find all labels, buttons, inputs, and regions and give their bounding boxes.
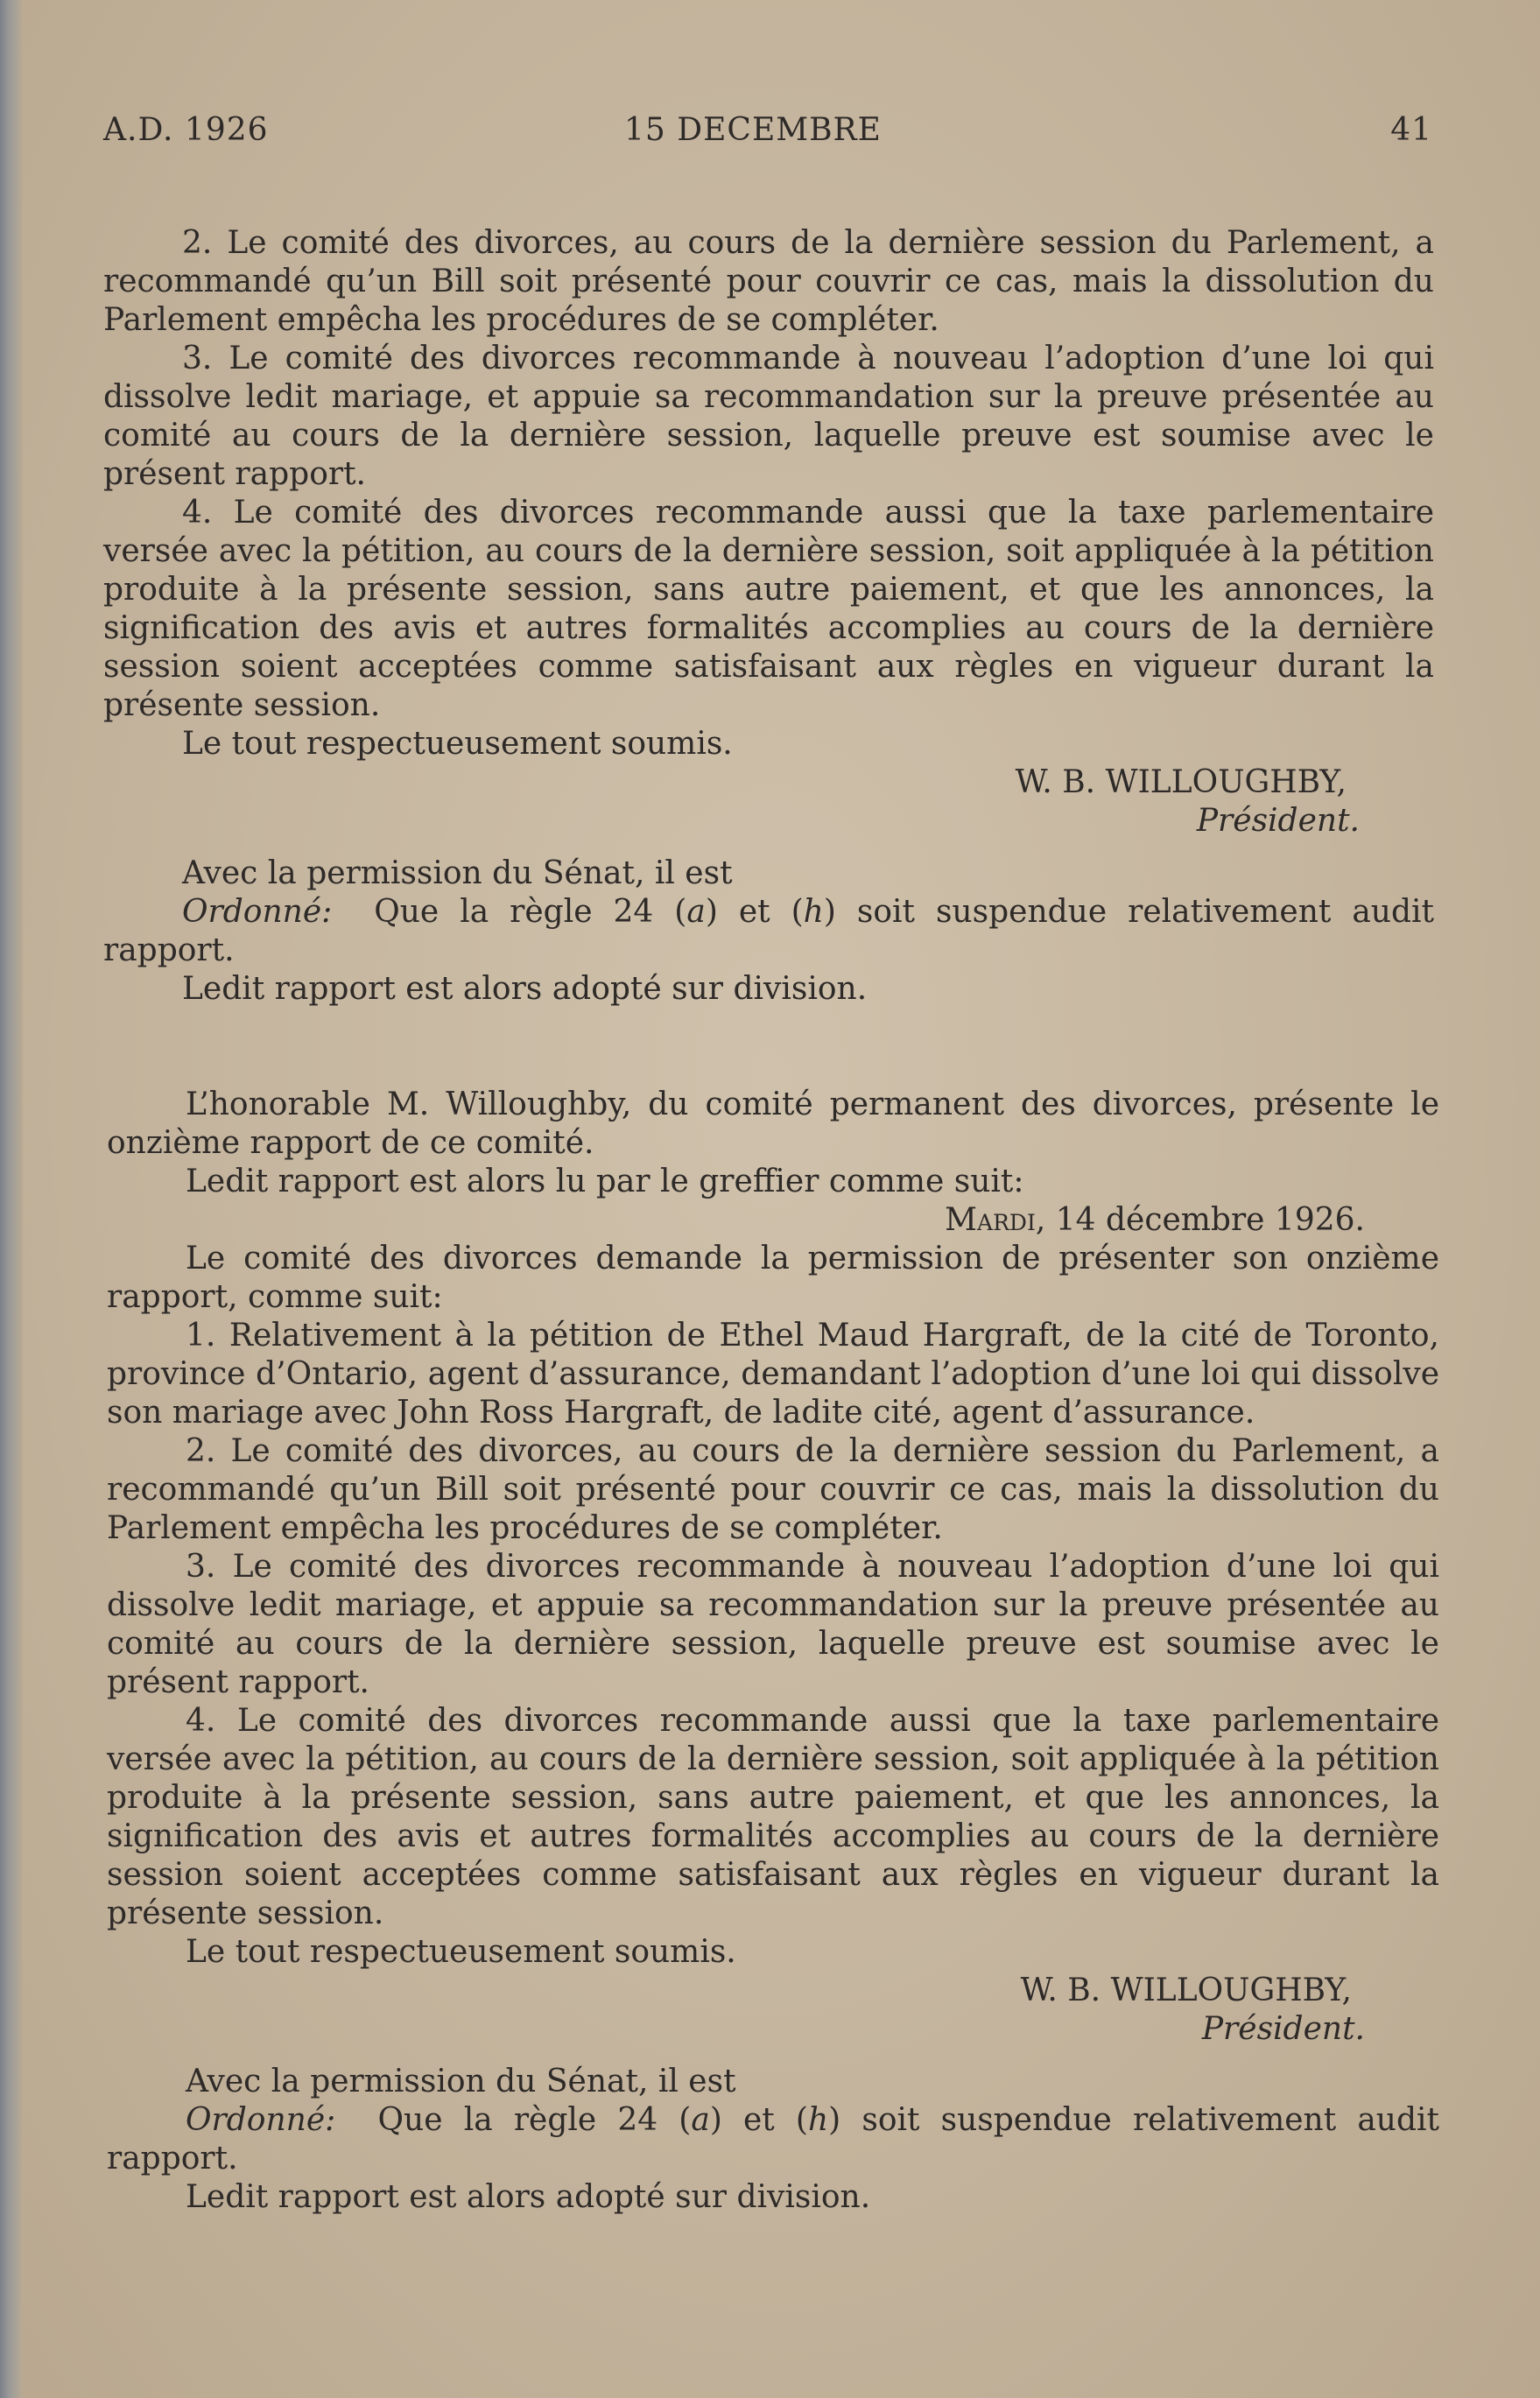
paragraph-4: 4. Le comité des divorces recommande aussi que la taxe parlementaire versée avec la pétition, au cours de la dernière session, soit appliquée à la pétition produite à la présente session, sans autre paiement, et que les annonces, la signification des avis et autres formalités accomplies au cours de la dernière session soient acceptées comme satisfaisant aux règles en vigueur durant la présente session. [107, 1703, 1439, 1931]
rule-a: a [691, 2102, 710, 2138]
report-date-rest: 14 décembre 1926. [1055, 1202, 1365, 1238]
running-head [103, 112, 1432, 156]
report-tenth-continuation [103, 224, 1434, 1009]
report-date-day: Mardi, [945, 1202, 1046, 1238]
permission-line: Avec la permission du Sénat, il est [182, 855, 733, 891]
permission-line: Avec la permission du Sénat, il est [186, 2064, 736, 2099]
ordonne-text-1: Que la règle 24 ( [374, 894, 687, 930]
paragraph-3: 3. Le comité des divorces recommande à nouveau l’adoption d’une loi qui dissolve ledit mariage, et appuie sa recommandation sur la preuve présentée au comité au cours de la dernière session, laquelle preuve est soumise avec le présent rapport. [103, 341, 1434, 492]
ordonne-text-3: ) soit suspendue relativement audit rapport. [107, 2102, 1439, 2176]
request-paragraph: Le comité des divorces demande la permission de présenter son onzième rapport, comme suit: [107, 1241, 1439, 1315]
adopted-line: Ledit rapport est alors adopté sur division. [182, 971, 868, 1007]
header-date: 15 DECEMBRE [624, 112, 882, 148]
paragraph-4: 4. Le comité des divorces recommande aussi que la taxe parlementaire versée avec la pétition, au cours de la dernière session, soit appliquée à la pétition produite à la présente session, sans autre paiement, et que les annonces, la signification des avis et autres formalités accomplies au cours de la dernière session soient acceptées comme satisfaisant aux règles en vigueur durant la présente session. [103, 495, 1434, 723]
signature-name: W. B. WILLOUGHBY, [1015, 764, 1347, 800]
read-line: Ledit rapport est alors lu par le greffier comme suit: [186, 1164, 1024, 1199]
closing-line: Le tout respectueusement soumis. [182, 726, 733, 762]
ordonne-label: Ordonné: [186, 2102, 336, 2138]
closing-line: Le tout respectueusement soumis. [186, 1934, 736, 1970]
adopted-line: Ledit rapport est alors adopté sur division. [186, 2179, 871, 2215]
report-eleventh [107, 1086, 1439, 2217]
page-number: 41 [1390, 112, 1432, 148]
rule-h: h [803, 894, 824, 930]
paragraph-2: 2. Le comité des divorces, au cours de la dernière session du Parlement, a recommandé qu’un Bill soit présenté pour couvrir ce cas, mais la dissolution du Parlement empêcha les procédures de se compléter. [107, 1433, 1439, 1546]
paragraph-3: 3. Le comité des divorces recommande à nouveau l’adoption d’une loi qui dissolve ledit mariage, et appuie sa recommandation sur la preuve présentée au comité au cours de la dernière session, laquelle preuve est soumise avec le présent rapport. [107, 1549, 1439, 1700]
signature-name: W. B. WILLOUGHBY, [1020, 1973, 1352, 2008]
ordonne-text-2: ) et ( [709, 2102, 808, 2138]
signature-title: Président. [1201, 2011, 1365, 2047]
signature-title: Président. [1196, 803, 1360, 839]
ordonne-paragraph [107, 2101, 1439, 2178]
header-year: A.D. 1926 [103, 112, 269, 148]
intro-paragraph: L’honorable M. Willoughby, du comité permanent des divorces, présente le onzième rapport de ce comité. [107, 1086, 1439, 1161]
ordonne-text-3: ) soit suspendue relativement audit rapport. [103, 894, 1435, 968]
ordonne-text-1: Que la règle 24 ( [377, 2102, 692, 2138]
rule-h: h [807, 2102, 829, 2138]
rule-a: a [686, 894, 706, 930]
paragraph-2: 2. Le comité des divorces, au cours de la dernière session du Parlement, a recommandé qu’un Bill soit présenté pour couvrir ce cas, mais la dissolution du Parlement empêcha les procédures de se compléter. [103, 225, 1434, 338]
ordonne-text-2: ) et ( [705, 894, 804, 930]
report-date [107, 1201, 1439, 1240]
ordonne-label: Ordonné: [182, 894, 333, 930]
binding-edge [0, 0, 23, 2398]
paragraph-1: 1. Relativement à la pétition de Ethel Maud Hargraft, de la cité de Toronto, province d’Ontario, agent d’assurance, demandant l’adoption d’une loi qui dissolve son mariage avec John Ross Hargraft, de ladite cité, agent d’assurance. [107, 1318, 1439, 1431]
ordonne-paragraph [103, 893, 1434, 970]
